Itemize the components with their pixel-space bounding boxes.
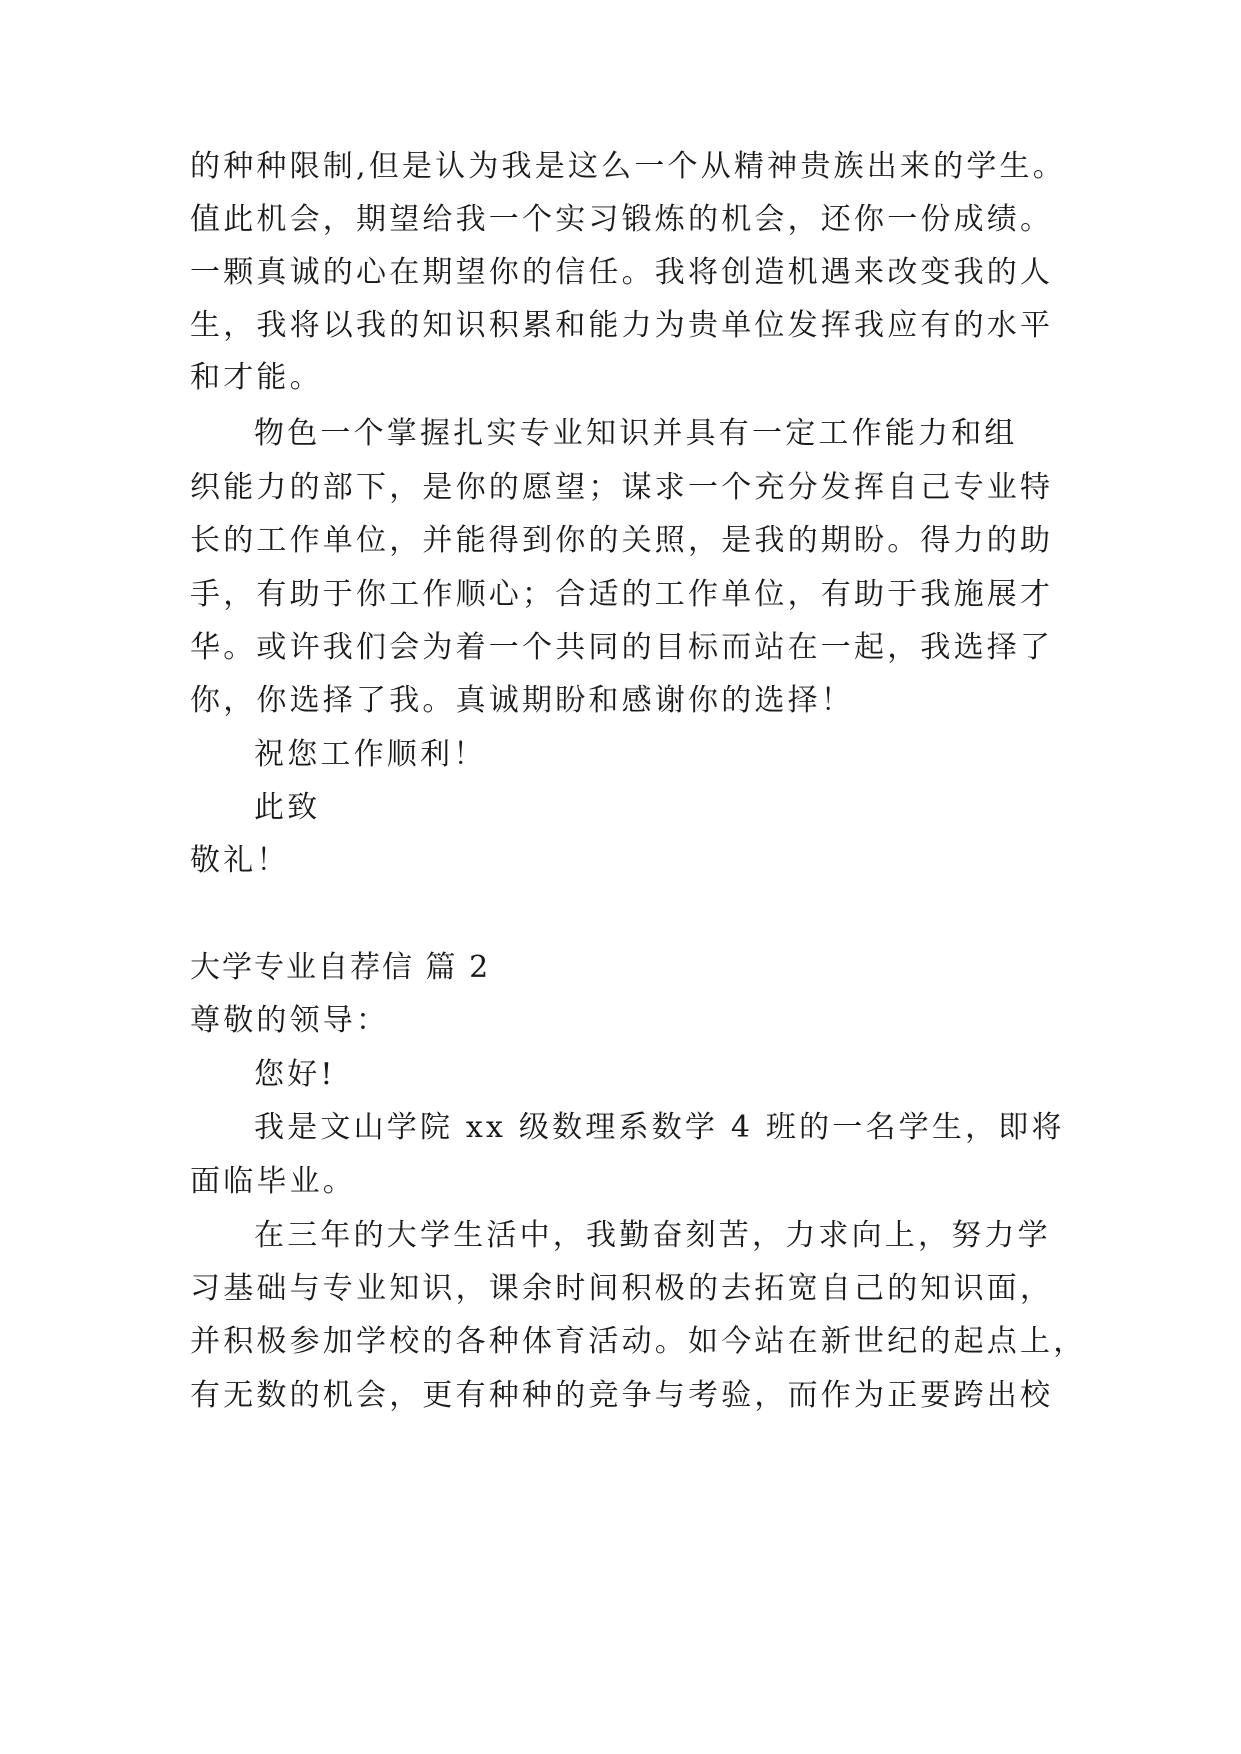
paragraph-line: 有无数的机会，更有种种的竞争与考验，而作为正要跨出校 <box>190 1378 1054 1413</box>
section-title: 大学专业自荐信 篇 2 <box>190 950 491 985</box>
paragraph-line: 在三年的大学生活中，我勤奋刻苦，力求向上，努力学 <box>254 1218 1051 1253</box>
paragraph-line: 面临毕业。 <box>190 1164 356 1199</box>
letter-greeting: 尊敬的领导： <box>190 1003 390 1038</box>
paragraph-line: 的种种限制,但是认为我是这么一个从精神贵族出来的学生。 <box>190 149 1066 184</box>
paragraph-line: 和才能。 <box>190 360 323 395</box>
closing-regards: 敬礼！ <box>190 843 290 878</box>
paragraph-line: 习基础与专业知识，课余时间积极的去拓宽自己的知识面， <box>190 1271 1054 1306</box>
paragraph-line: 华。或许我们会为着一个共同的目标而站在一起，我选择了 <box>190 630 1054 665</box>
paragraph-line: 织能力的部下，是你的愿望；谋求一个充分发挥自己专业特 <box>190 470 1054 505</box>
paragraph-line: 一颗真诚的心在期望你的信任。我将创造机遇来改变我的人 <box>190 255 1054 290</box>
paragraph-line: 物色一个掌握扎实专业知识并具有一定工作能力和组 <box>254 416 1018 451</box>
letter-hello: 您好! <box>254 1057 336 1092</box>
paragraph-line: 长的工作单位，并能得到你的关照，是我的期盼。得力的助 <box>190 523 1054 558</box>
closing-wish: 祝您工作顺利！ <box>254 737 487 772</box>
paragraph-line: 生，我将以我的知识积累和能力为贵单位发挥我应有的水平 <box>190 308 1054 343</box>
paragraph-line: 你，你选择了我。真诚期盼和感谢你的选择！ <box>190 683 854 718</box>
paragraph-line: 值此机会，期望给我一个实习锻炼的机会，还你一份成绩。 <box>190 202 1054 237</box>
paragraph-line: 手，有助于你工作顺心；合适的工作单位，有助于我施展才 <box>190 577 1054 612</box>
paragraph-line: 我是文山学院 xx 级数理系数学 4 班的一名学生，即将 <box>254 1110 1065 1145</box>
paragraph-line: 并积极参加学校的各种体育活动。如今站在新世纪的起点上， <box>190 1324 1087 1359</box>
closing-salutation: 此致 <box>254 790 321 825</box>
